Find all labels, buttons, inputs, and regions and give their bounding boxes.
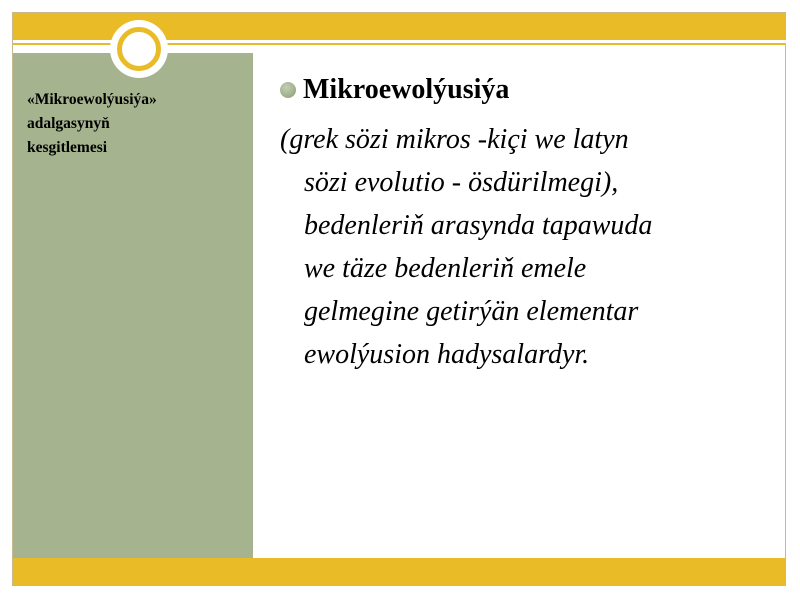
slide-title-line-3: kesgitlemesi [27,139,108,156]
bullet-heading: Mikroewolýusiýa [303,74,510,105]
slide-title [27,88,242,160]
definition-line: bedenleriň arasynda tapawuda [304,210,653,241]
bottom-decorative-band [13,558,786,585]
definition-text [280,118,770,376]
main-content [280,70,770,376]
circle-ornament-icon [117,27,161,71]
definition-line: (grek sözi mikros -kiçi we latyn [280,124,629,155]
definition-line: we täze bedenleriň emele [304,253,587,284]
slide-title-line-2: adalgasynyň [27,115,110,132]
definition-line: gelmegine getirýän elementar [304,296,639,327]
bullet-item [280,70,770,110]
definition-line: sözi evolutio - ösdürilmegi), [304,167,619,198]
slide-title-line-1: «Mikroewolýusiýa» [27,91,157,108]
bullet-dot-icon [280,82,296,98]
definition-line: ewolýusion hadysalardyr. [304,339,590,370]
